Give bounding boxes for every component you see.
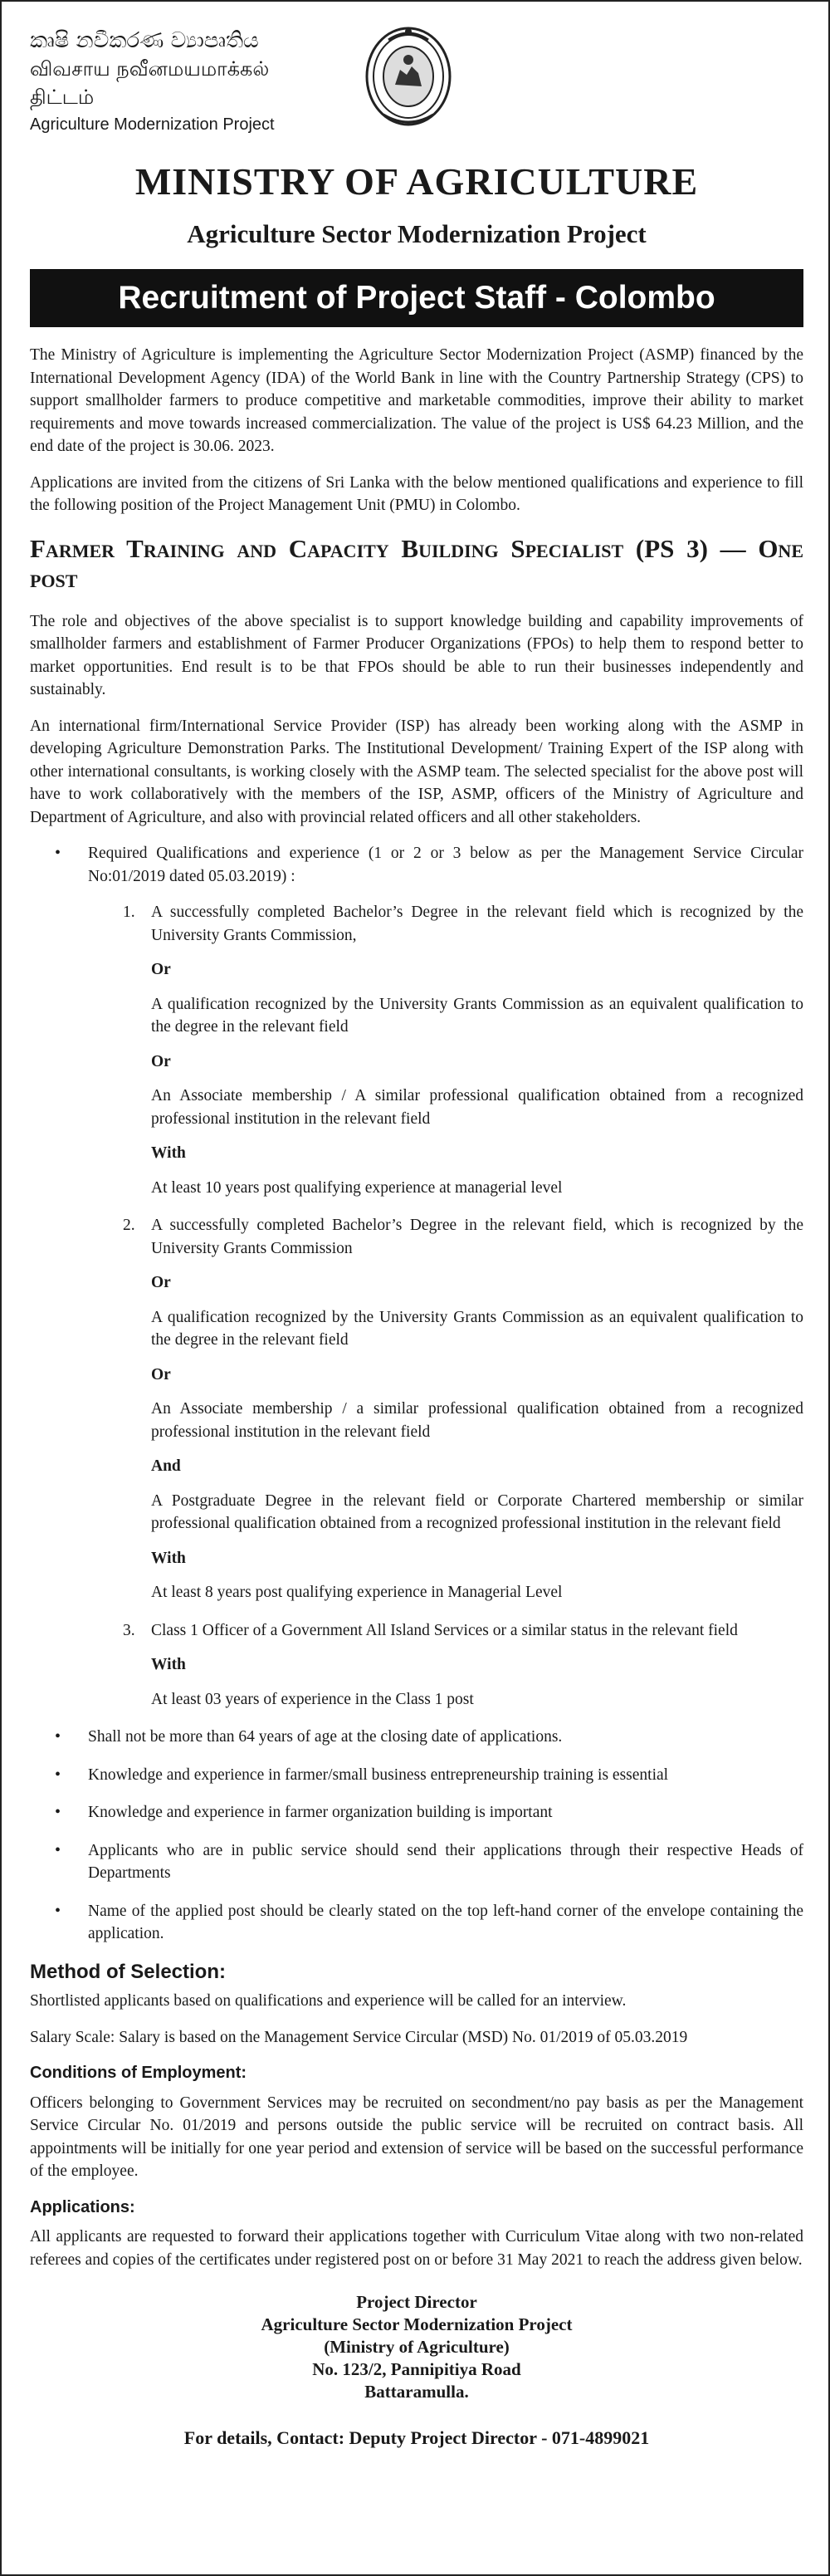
qualification-options [88, 901, 803, 1711]
list-item: • Knowledge and experience in farmer/small business entrepreneurship training is essential [30, 1764, 803, 1787]
advertisement-body [30, 344, 803, 2450]
project-name-tamil: விவசாய நவீனமயமாக்கல் திட்டம் [30, 57, 270, 109]
postal-address: Project Director Agriculture Sector Modernization Project (Ministry of Agriculture) No. 123/2, Pannipitiya Road Battaramulla. [261, 2292, 573, 2402]
applications-text: All applicants are requested to forward their applications together with Curriculum Vitae along with two non-related referees and copies of the certificates under registered post on or before 31 May 2021 to reach the address given below. [30, 2228, 803, 2269]
qualification-option-3: 3. Class 1 Officer of a Government All Island Services or a similar status in the relevant field With At least 03 years of experience in the Class 1 post [123, 1621, 738, 1708]
selection-text: Shortlisted applicants based on qualifications and experience will be called for an interview. [30, 1992, 627, 2010]
recruitment-banner: Recruitment of Project Staff - Colombo [30, 269, 803, 327]
project-name-block [30, 27, 329, 138]
project-name-english: Agriculture Modernization Project [30, 115, 275, 134]
qualification-option-2: 2. A successfully completed Bachelor’s Degree in the relevant field, which is recognized by the University Grants Commission Or A qualification recognized by the University Grants Commission as an equivalent qualification to the degree in the relevant field Or An Associate membership / a similar professional qualification obtained from a recognized professional institution in the relevant field And A Postgraduate Degree in the relevant field or Corporate Chartered membership or similar professional qualification obtained from a recognized professional institution in the relevant field With At least 8 years post qualifying experience in Managerial Level [123, 1217, 803, 1601]
list-item: • Name of the applied post should be clearly stated on the top left-hand corner of the envelope containing the application. [30, 1900, 803, 1946]
role-paragraph: The role and objectives of the above specialist is to support knowledge building and capability improvements of smallholder farmers and establishment of Farmer Producer Organizations (FPOs) to help them to respond better to market opportunities. End result is to be that FPOs should be able to run their businesses independently and sustainably. [30, 612, 803, 698]
applications-heading: Applications: [30, 2197, 135, 2216]
project-subtitle: Agriculture Sector Modernization Project [187, 219, 647, 248]
list-item: • Shall not be more than 64 years of age at the closing date of applications. [30, 1726, 803, 1749]
role-paragraph: An international firm/International Service Provider (ISP) has already been working along with the ASMP in developing Agriculture Demonstration Parks. The Institutional Development/ Training Expert of the ISP along with other international consultants, is working closely with the ASMP team. The selected specialist for the above post will have to work collaboratively with the members of the ISP, ASMP, officers of the Ministry of Agriculture and Department of Agriculture, and also with provincial related officers and all other stakeholders. [30, 717, 803, 826]
list-item [30, 842, 803, 1711]
intro-paragraph: The Ministry of Agriculture is implementing the Agriculture Sector Modernization Project (ASMP) financed by the International Development Agency (IDA) of the World Bank in line with the Country Partnership Strategy (CPS) to support smallholder farmers to produce competitive and marketable commodities, improve their ability to market requirements and move towards increased commercialization. The value of the project is US$ 64.23 Million, and the end date of the project is 30.06. 2023. [30, 346, 803, 455]
contact-line: For details, Contact: Deputy Project Director - 071-4899021 [183, 2427, 650, 2448]
conditions-heading: Conditions of Employment: [30, 2064, 247, 2082]
project-name-sinhala: කෘෂි නවීකරණ ව්‍යාපෘතිය [30, 28, 259, 53]
qualifications-intro: Required Qualifications and experience (1 or 2 or 3 below as per the Management Service Circular No:01/2019 dated 05.03.2019) : [88, 845, 803, 885]
requirements-list [30, 842, 803, 1946]
list-item: • Knowledge and experience in farmer organization building is important [30, 1801, 803, 1824]
selection-heading: Method of Selection: [30, 1960, 226, 1983]
ministry-title: MINISTRY OF AGRICULTURE [134, 160, 699, 203]
salary-text: Salary Scale: Salary is based on the Management Service Circular (MSD) No. 01/2019 of 05.03.2019 [30, 2028, 688, 2046]
list-item: • Applicants who are in public service should send their applications through their respective Heads of Departments [30, 1839, 803, 1885]
intro-paragraph: Applications are invited from the citizens of Sri Lanka with the below mentioned qualifications and experience to fill the following position of the Project Management Unit (PMU) in Colombo. [30, 473, 803, 514]
qualification-option-1: 1. A successfully completed Bachelor’s Degree in the relevant field which is recognized by the University Grants Commission, Or A qualification recognized by the University Grants Commission as an equivalent qualification to the degree in the relevant field Or An Associate membership / A similar professional qualification obtained from a recognized professional institution in the relevant field With At least 10 years post qualifying experience at managerial level [123, 904, 803, 1197]
post-title: Farmer Training and Capacity Building Specialist (PS 3) — One post [30, 533, 803, 593]
sri-lanka-emblem-icon [364, 23, 453, 131]
conditions-text: Officers belonging to Government Services may be recruited on secondment/no pay basis as per the Management Service Circular No. 01/2019 and persons outside the public service will be recruited on contract basis. All appointments will be initially for one year period and extension of service will be based on the successful performance of the employee. [30, 2094, 803, 2180]
